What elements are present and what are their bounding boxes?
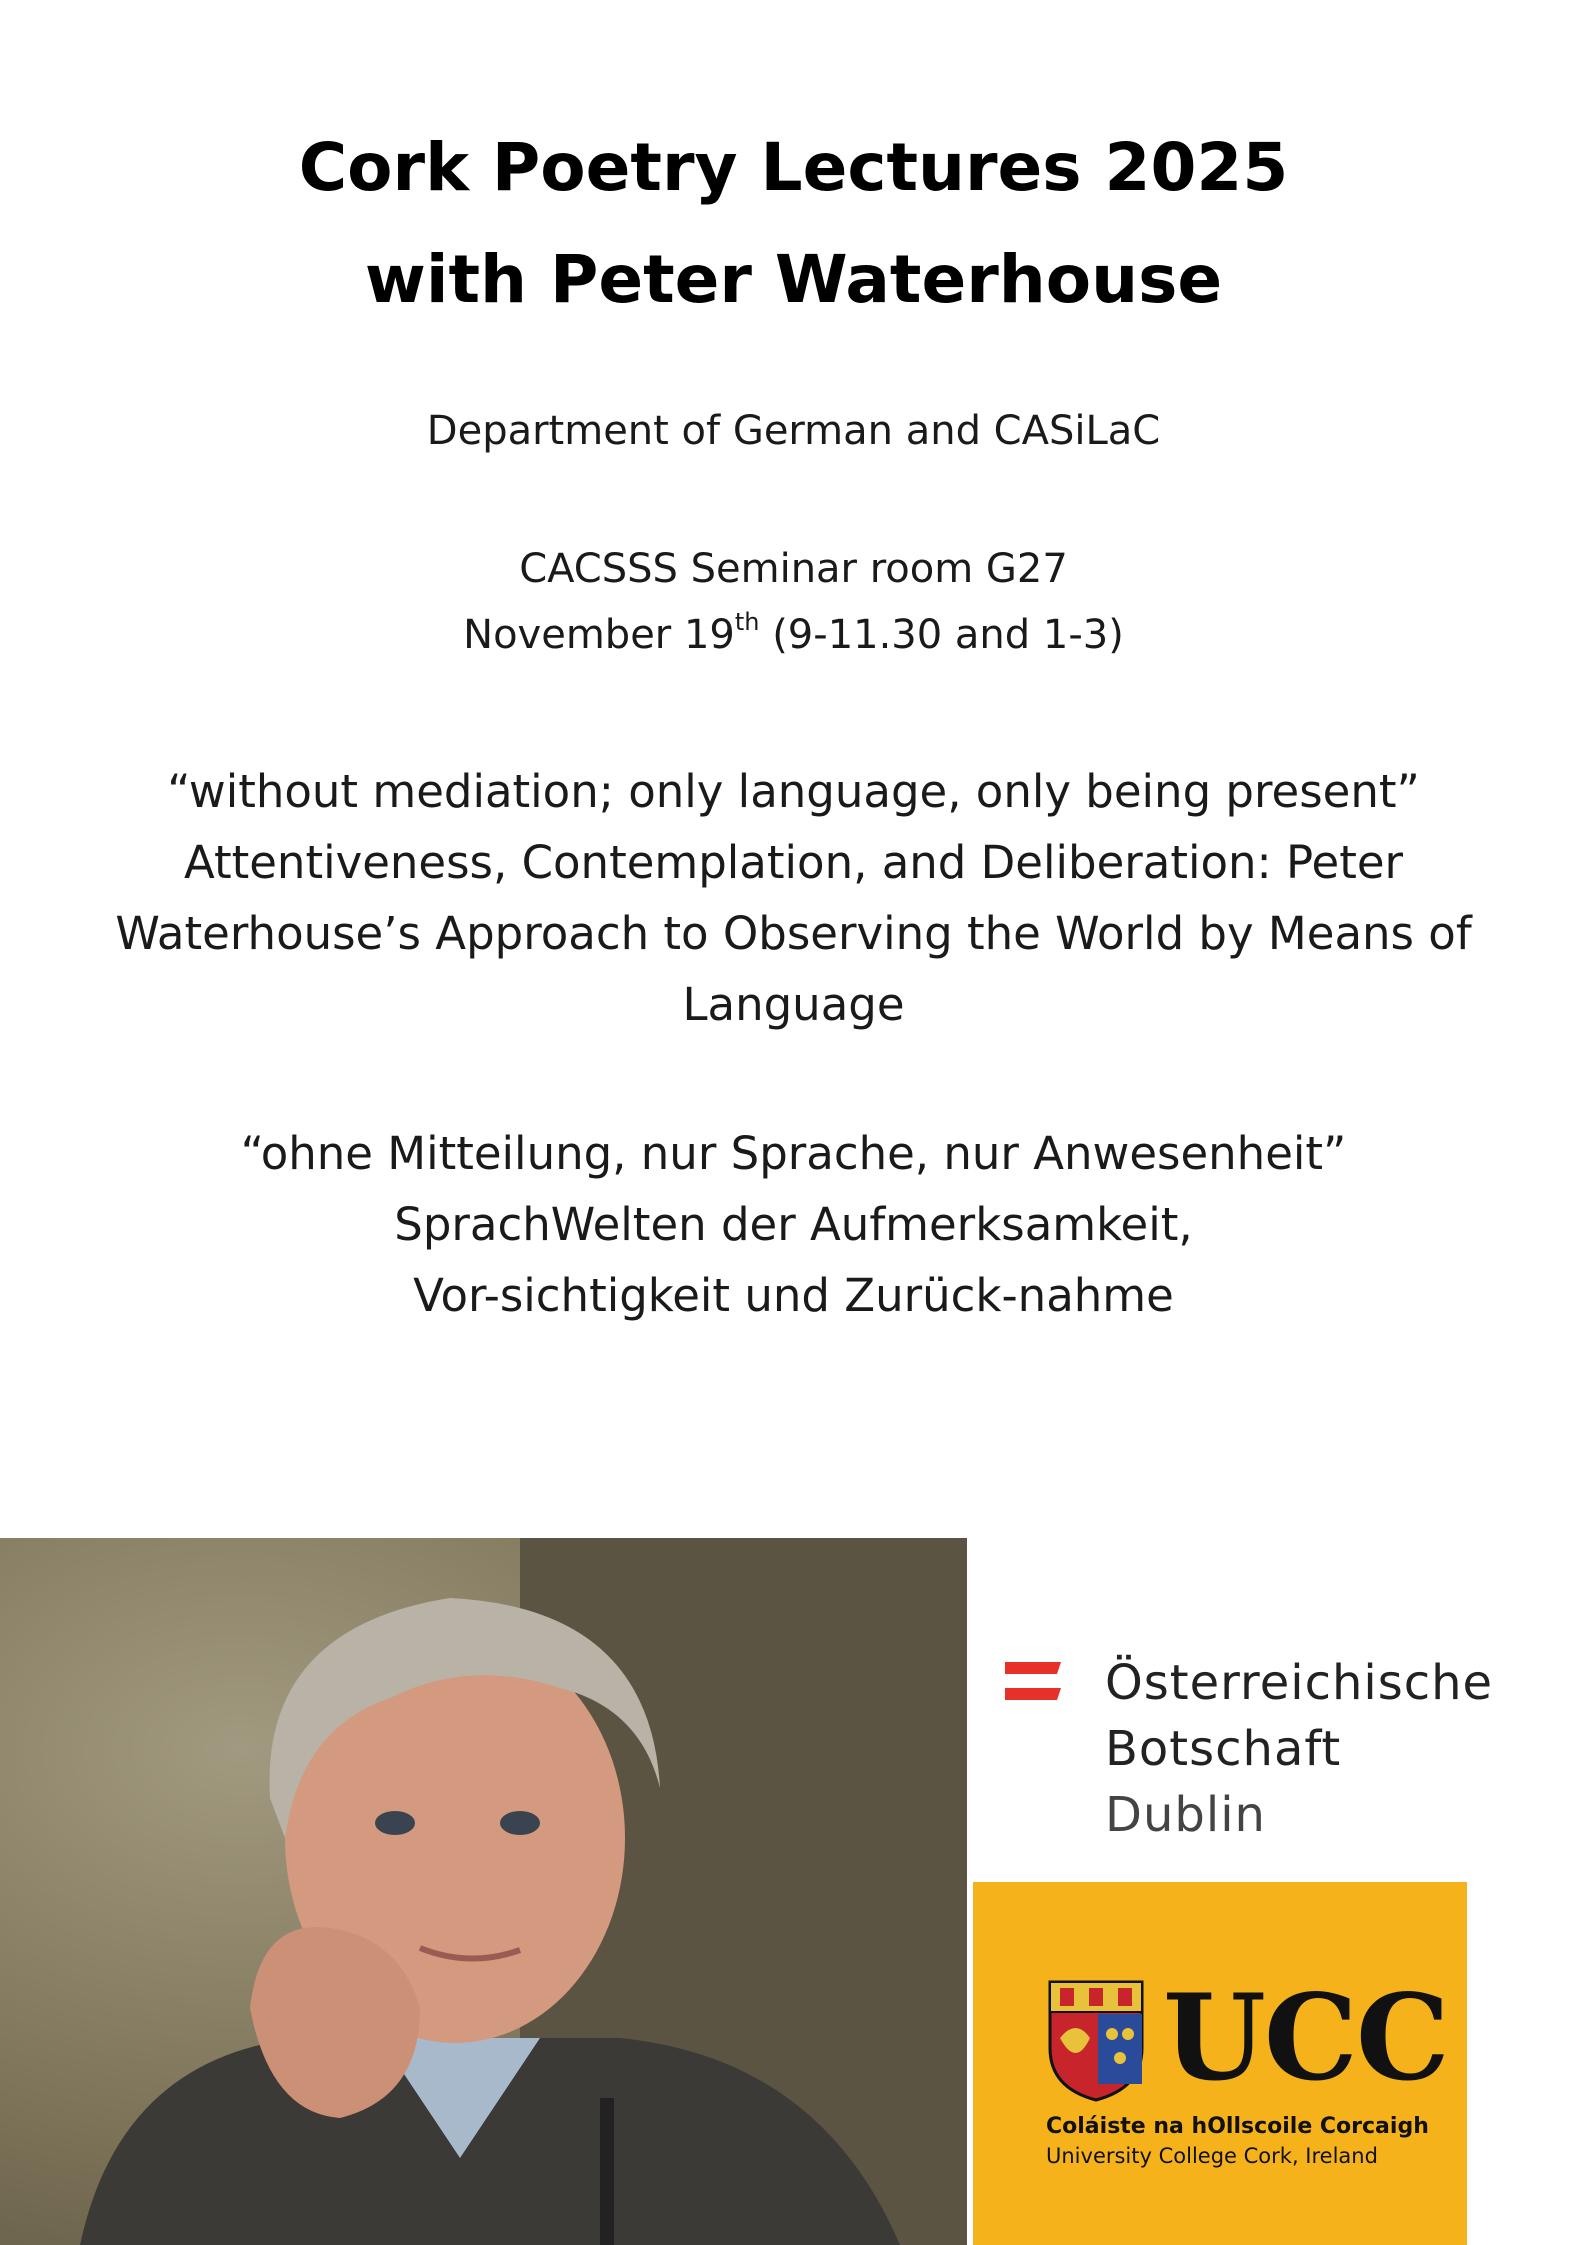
austrian-embassy-logo <box>1005 1650 1565 1870</box>
title-line-1: Cork Poetry Lectures 2025 <box>298 129 1289 206</box>
german-quote: “ohne Mitteilung, nur Sprache, nur Anwesenheit” <box>240 1127 1347 1180</box>
english-quote: “without mediation; only language, only being present” <box>167 765 1420 818</box>
date-times: (9-11.30 and 1-3) <box>759 612 1124 658</box>
poster-title <box>0 112 1587 336</box>
english-title-line-3: Language <box>682 978 905 1031</box>
date-ordinal: th <box>734 608 760 636</box>
embassy-line-2: Botschaft <box>1105 1721 1342 1777</box>
german-lecture <box>0 1118 1587 1331</box>
ucc-logo <box>973 1882 1467 2245</box>
ucc-wordmark: UCC <box>1163 1968 1448 2107</box>
german-title-line-2: Vor-sichtigkeit und Zurück-nahme <box>413 1269 1174 1322</box>
embassy-line-1: Österreichische <box>1105 1655 1494 1711</box>
ucc-crest-icon <box>1046 1978 1146 2102</box>
german-title-line-1: SprachWelten der Aufmerksamkeit, <box>394 1198 1193 1251</box>
room: CACSSS Seminar room G27 <box>519 546 1068 592</box>
ucc-irish-name: Coláiste na hOllscoile Corcaigh <box>1046 2114 1429 2139</box>
embassy-line-3: Dublin <box>1105 1787 1266 1843</box>
ucc-english-name: University College Cork, Ireland <box>1046 2144 1378 2168</box>
speaker-portrait-illustration <box>0 1538 967 2245</box>
speaker-photo <box>0 1538 967 2245</box>
austrian-flag-icon <box>1005 1662 1061 1704</box>
department: Department of German and CASiLaC <box>426 408 1161 454</box>
english-lecture <box>0 756 1587 1040</box>
date-prefix: November 19 <box>463 612 735 658</box>
english-title-line-2: Waterhouse’s Approach to Observing the World by Means of <box>115 907 1472 960</box>
date-time <box>0 602 1587 668</box>
english-title-line-1: Attentiveness, Contemplation, and Deliberation: Peter <box>183 836 1404 889</box>
title-line-2: with Peter Waterhouse <box>364 241 1223 318</box>
